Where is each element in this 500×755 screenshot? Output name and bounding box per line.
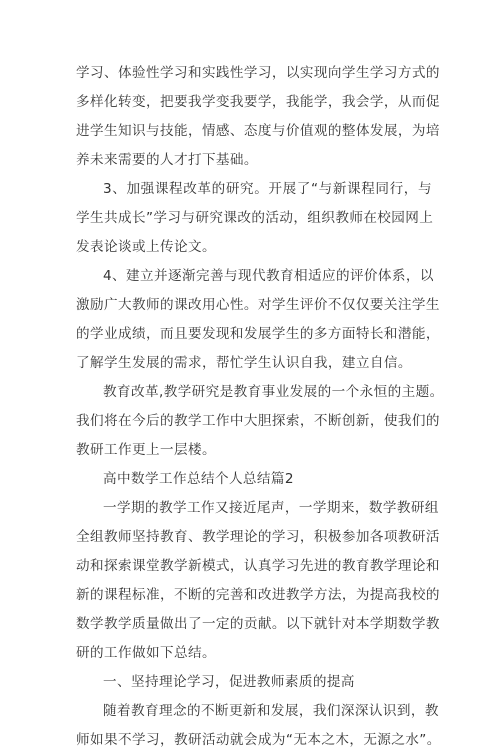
- text-line: 学习、体验性学习和实践性学习，以实现向学生学习方式的: [76, 65, 440, 81]
- text-line: 一学期的教学工作又接近尾声，一学期来，数学教研组: [103, 500, 439, 516]
- text-line: 随着教育理念的不断更新和发展，我们深深认识到，教: [103, 703, 439, 719]
- text-line: 多样化转变，把要我学变我要学，我能学，我会学，从而促: [76, 94, 440, 110]
- text-line: 我们将在今后的教学工作中大胆探索，不断创新，使我们的: [76, 413, 440, 429]
- text-line: 数学教学质量做出了一定的贡献。以下就针对本学期数学教: [76, 616, 440, 632]
- text-line: 了解学生发展的需求，帮忙学生认识自我，建立自信。: [76, 355, 412, 371]
- document-page: [76, 59, 444, 755]
- text-line: 学生共成长”学习与研究课改的活动，组织教师在校园网上: [76, 210, 434, 226]
- text-line: 的学业成绩，而且要发现和发展学生的多方面特长和潜能，: [76, 326, 440, 342]
- text-line: 动和探索课堂教学新模式，认真学习先进的教育教学理论和: [76, 558, 440, 574]
- text-line: 3、加强课程改革的研究。开展了“与新课程同行，与: [103, 181, 432, 197]
- text-line: 新的课程标准，不断的完善和改进教学方法，为提高我校的: [76, 587, 440, 603]
- text-line: 教育改革,教学研究是教育事业发展的一个永恒的主题。: [103, 384, 444, 400]
- text-line: 4、建立并逐渐完善与现代教育相适应的评价体系，以: [103, 268, 434, 284]
- text-line: 发表论谈或上传论文。: [76, 239, 216, 255]
- text-line: 养未来需要的人才打下基础。: [76, 152, 258, 168]
- text-line: 进学生知识与技能，情感、态度与价值观的整体发展，为培: [76, 123, 440, 139]
- text-line: 一、坚持理论学习，促进教师素质的提高: [103, 674, 355, 690]
- text-line: 激励广大教师的课改用心性。对学生评价不仅仅要关注学生: [76, 297, 440, 313]
- text-line: 教研工作更上一层楼。: [76, 442, 216, 458]
- text-line: 师如果不学习，教研活动就会成为“无本之木，无源之水”。: [76, 732, 441, 748]
- text-line: 研的工作做如下总结。: [76, 645, 216, 661]
- text-line: 高中数学工作总结个人总结篇2: [103, 471, 294, 487]
- text-line: 全组教师坚持教育、教学理论的学习，积极参加各项教研活: [76, 529, 440, 545]
